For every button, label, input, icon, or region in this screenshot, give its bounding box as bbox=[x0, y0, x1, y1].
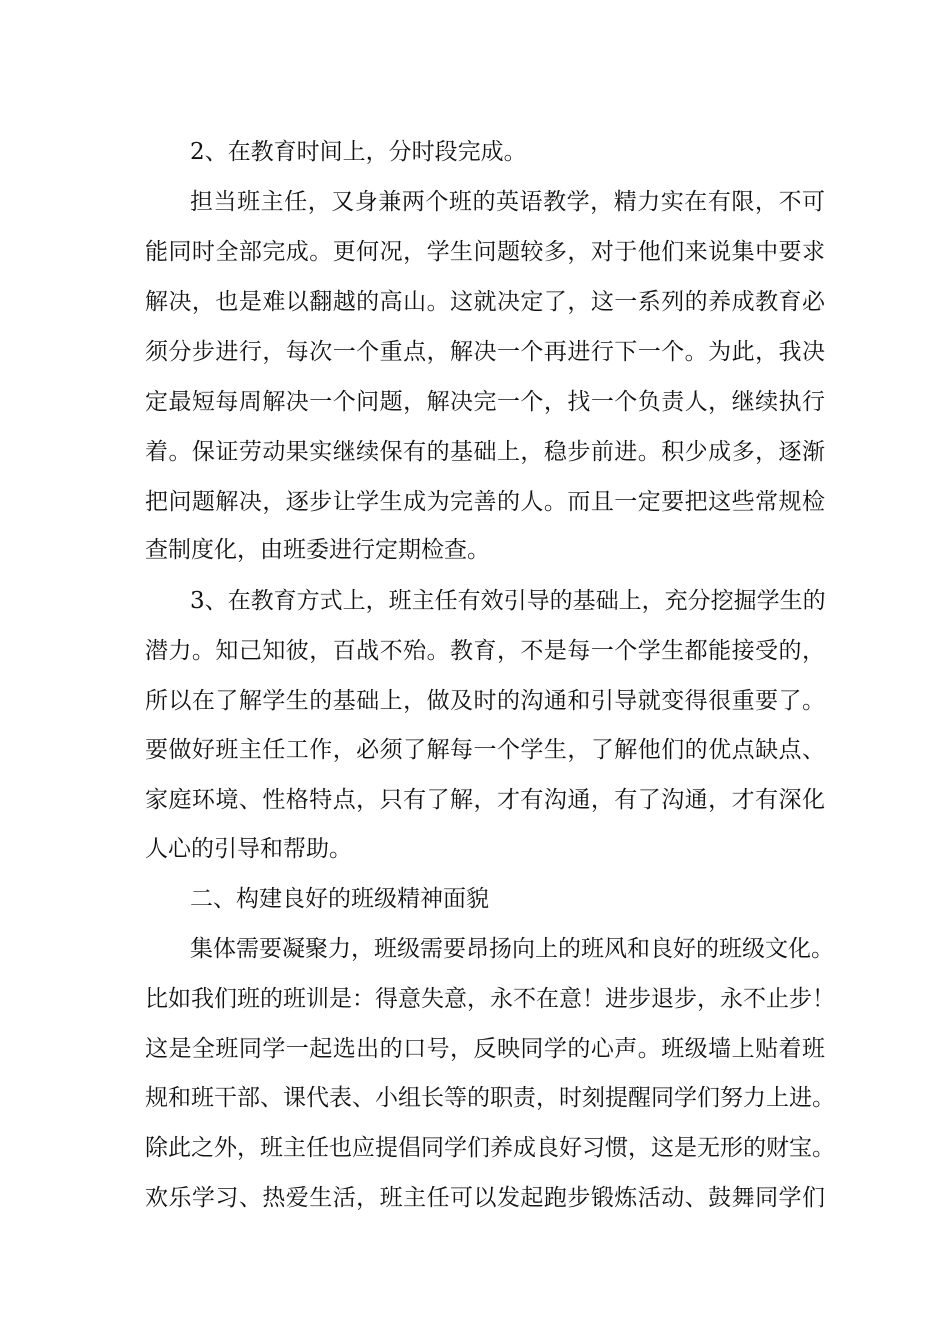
text-line: 2、在教育时间上，分时段完成。 bbox=[190, 139, 527, 165]
section-heading: 二、构建良好的班级精神面貌 bbox=[190, 886, 489, 912]
text-line: 这是全班同学一起选出的口号，反映同学的心声。班级墙上贴着班 bbox=[145, 1036, 825, 1062]
text-line: 着。保证劳动果实继续保有的基础上，稳步前进。积少成多，逐渐 bbox=[145, 439, 825, 465]
text-line: 除此之外，班主任也应提倡同学们养成良好习惯，这是无形的财宝。 bbox=[145, 1135, 835, 1161]
text-line: 能同时全部完成。更何况，学生问题较多，对于他们来说集中要求 bbox=[145, 239, 825, 265]
text-line: 人心的引导和帮助。 bbox=[145, 836, 352, 862]
text-line: 比如我们班的班训是：得意失意，永不在意！进步退步，永不止步！ bbox=[145, 986, 835, 1012]
text-line: 所以在了解学生的基础上，做及时的沟通和引导就变得很重要了。 bbox=[145, 688, 825, 714]
text-line: 定最短每周解决一个问题，解决完一个，找一个负责人，继续执行 bbox=[145, 389, 825, 415]
text-line: 潜力。知己知彼，百战不殆。教育，不是每一个学生都能接受的， bbox=[145, 638, 825, 664]
text-line: 须分步进行，每次一个重点，解决一个再进行下一个。为此，我决 bbox=[145, 339, 825, 365]
text-line: 家庭环境、性格特点，只有了解，才有沟通，有了沟通，才有深化 bbox=[145, 787, 825, 813]
text-line: 集体需要凝聚力，班级需要昂扬向上的班风和良好的班级文化。 bbox=[190, 936, 834, 962]
text-line: 解决，也是难以翻越的高山。这就决定了，这一系列的养成教育必 bbox=[145, 289, 825, 315]
text-line: 把问题解决，逐步让学生成为完善的人。而且一定要把这些常规检 bbox=[145, 489, 825, 515]
text-line: 担当班主任，又身兼两个班的英语教学，精力实在有限，不可 bbox=[190, 189, 825, 215]
text-line: 3、在教育方式上，班主任有效引导的基础上，充分挖掘学生的 bbox=[190, 588, 826, 614]
text-line: 规和班干部、课代表、小组长等的职责，时刻提醒同学们努力上进。 bbox=[145, 1085, 835, 1111]
text-line: 要做好班主任工作，必须了解每一个学生，了解他们的优点缺点、 bbox=[145, 737, 825, 763]
text-line: 欢乐学习、热爱生活，班主任可以发起跑步锻炼活动、鼓舞同学们 bbox=[145, 1185, 825, 1211]
text-line: 查制度化，由班委进行定期检查。 bbox=[145, 537, 490, 563]
